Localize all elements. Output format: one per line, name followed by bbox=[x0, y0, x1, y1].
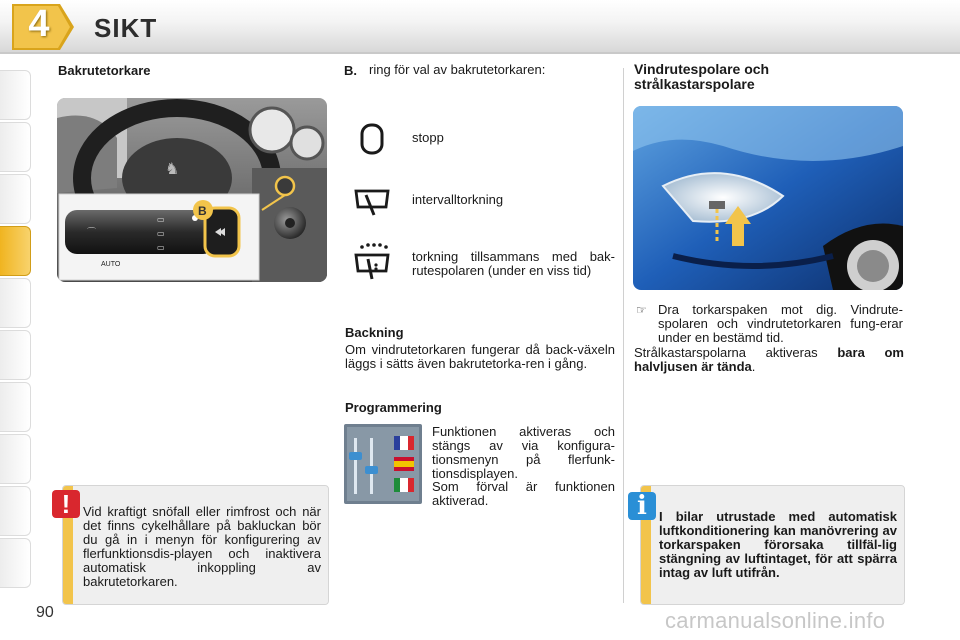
ring-b-description: ring för val av bakrutetorkaren: bbox=[369, 62, 546, 77]
steering-column-photo bbox=[57, 98, 327, 282]
column-divider bbox=[623, 68, 624, 603]
chapter-tab[interactable] bbox=[0, 434, 31, 484]
svg-text:♞: ♞ bbox=[165, 159, 180, 178]
mode-intermittent-text: intervalltorkning bbox=[412, 192, 504, 207]
watermark: carmanualsonline.info bbox=[665, 608, 886, 633]
chapter-tab[interactable] bbox=[0, 174, 31, 224]
bullet-icon: ☞ bbox=[636, 303, 647, 317]
programming-text-1: Funktionen aktiveras och stängs av via konfigura-tionsmenyn på flerfunk-tionsdisplayen. bbox=[432, 424, 615, 481]
info-note bbox=[640, 485, 905, 605]
warning-icon: ! bbox=[52, 490, 80, 518]
warning-note bbox=[62, 485, 329, 605]
intermittent-wipe-icon bbox=[352, 185, 392, 219]
chapter-tab[interactable] bbox=[0, 538, 31, 588]
header-divider bbox=[0, 52, 960, 54]
headlamp-washer-text bbox=[634, 346, 904, 374]
headlamp-text-bold: bara om halvljusen är tända bbox=[634, 345, 904, 374]
svg-text:▭: ▭ bbox=[157, 215, 165, 224]
chapter-tab-active[interactable] bbox=[0, 226, 31, 276]
washer-heading-line1: Vindrutespolare och bbox=[634, 61, 770, 77]
warning-note-text: Vid kraftigt snöfall eller rimfrost och när det finns cykelhållare på bakluckan bör du gå in i menyn för konfigurering av flerfunktionsdis-playen och inaktivera automatisk inkoppling av bakrutetorkaren. bbox=[83, 504, 321, 589]
ring-b-callout: B bbox=[198, 204, 207, 218]
svg-text:▭: ▭ bbox=[157, 229, 165, 238]
chapter-tab[interactable] bbox=[0, 278, 31, 328]
chapter-tab[interactable] bbox=[0, 486, 31, 536]
chapter-tab[interactable] bbox=[0, 382, 31, 432]
chapter-tab[interactable] bbox=[0, 122, 31, 172]
chapter-tab[interactable] bbox=[0, 330, 31, 380]
info-icon: i bbox=[628, 492, 656, 520]
programming-text-2: Som förval är funktionen aktiverad. bbox=[432, 479, 615, 508]
svg-text:⌒: ⌒ bbox=[87, 228, 97, 238]
headlamp-text-normal: Strålkastarspolarna aktiveras bbox=[634, 345, 838, 360]
stop-icon bbox=[356, 122, 388, 156]
mode-stop-text: stopp bbox=[412, 130, 444, 145]
wipe-wash-icon bbox=[352, 243, 392, 283]
chapter-tab[interactable] bbox=[0, 70, 31, 120]
washer-heading-line2: strålkastarspolare bbox=[634, 76, 755, 92]
mode-wipe-wash-text: torkning tillsammans med bak-rutespolaren (under en viss tid) bbox=[412, 249, 615, 278]
display-settings-image bbox=[344, 424, 422, 504]
stalk-auto-label: AUTO bbox=[101, 261, 121, 268]
page-number: 90 bbox=[36, 604, 54, 621]
section-title: SIKT bbox=[94, 13, 158, 43]
ring-b-label: B. bbox=[344, 63, 357, 78]
washer-bullet-text: Dra torkarspaken mot dig. Vindrute-spolaren och vindrutetorkaren fung-erar under en bestämd tid. bbox=[658, 302, 903, 345]
reverse-heading: Backning bbox=[345, 325, 404, 340]
info-note-text: I bilar utrustade med automatisk luftkonditionering kan manövrering av torkarspaken förorsaka tillfäl-lig stängning av luftintaget, för att spärra intag av luft utifrån. bbox=[659, 509, 897, 580]
chapter-number: 4 bbox=[28, 3, 50, 45]
programming-heading: Programmering bbox=[345, 400, 442, 415]
headlamp-text-end: . bbox=[751, 359, 756, 374]
svg-text:▭: ▭ bbox=[157, 243, 165, 252]
washer-heading bbox=[634, 62, 914, 92]
headlamp-washer-photo bbox=[633, 106, 903, 290]
rear-wiper-heading: Bakrutetorkare bbox=[58, 63, 151, 78]
reverse-text: Om vindrutetorkaren fungerar då back-växeln läggs i sätts även bakrutetorka-ren i gång. bbox=[345, 342, 615, 371]
